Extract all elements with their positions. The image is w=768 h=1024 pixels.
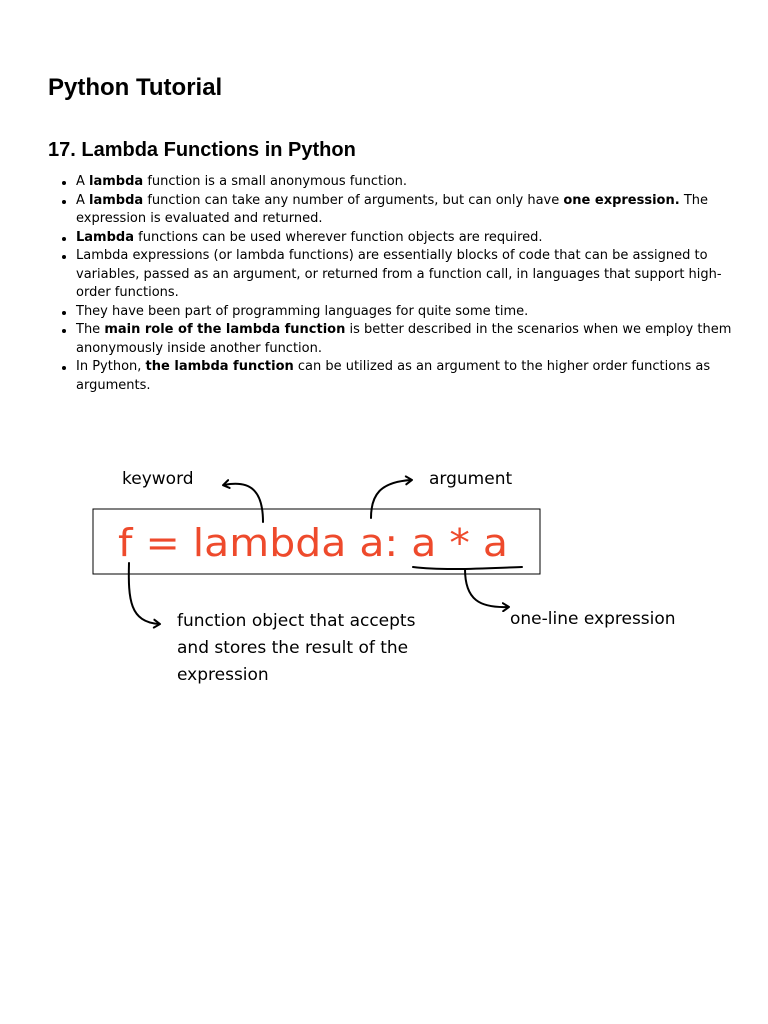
bullet-item: [76, 358, 736, 395]
expression-underline: [413, 567, 522, 569]
bullet-item: [76, 247, 736, 303]
function-object-label-line-3: expression: [177, 665, 269, 685]
bullet-list: [76, 173, 736, 395]
bullet-bold-text: one expression.: [563, 192, 680, 208]
bullet-text: In Python,: [76, 359, 146, 374]
bullet-bold-text: main role of the lambda function: [104, 322, 346, 337]
function-object-arrow: [129, 563, 159, 624]
bullet-text: function is a small anonymous function.: [143, 174, 408, 189]
page-title: Python Tutorial: [48, 74, 223, 101]
bullet-text: Lambda expressions (or lambda functions) are essentially blocks of code that can be assigned to variables, passed as an argument, or returned from a function call, in languages that support high-order functions.: [76, 248, 722, 300]
lambda-diagram: [0, 440, 768, 700]
bullet-text: is better described in the scenarios when we employ them anonymously inside another function.: [76, 322, 732, 356]
bullet-item: [76, 229, 736, 248]
bullet-text: They have been part of programming languages for quite some time.: [76, 303, 529, 319]
bullet-bold-text: Lambda: [76, 229, 134, 245]
function-object-label-line-1: function object that accepts: [177, 611, 416, 631]
bullet-item: [76, 321, 736, 358]
lambda-code-expression: f = lambda a: a * a: [118, 521, 508, 565]
bullet-text: function can take any number of arguments, but can only have: [143, 192, 564, 208]
bullet-bold-text: lambda: [89, 174, 144, 189]
bullet-bold-text: the lambda function: [145, 359, 294, 374]
function-object-label-line-2: and stores the result of the: [177, 638, 409, 658]
bullet-text: A: [76, 192, 90, 208]
bullet-text: A: [76, 174, 90, 189]
bullet-item: [76, 173, 736, 192]
bullet-text: can be utilized as an argument to the higher order functions as arguments.: [76, 359, 711, 393]
expression-label: one-line expression: [510, 609, 676, 629]
bullet-text: The expression is evaluated and returned.: [76, 192, 708, 226]
keyword-arrow: [224, 484, 263, 522]
keyword-label: keyword: [122, 469, 194, 489]
bullet-bold-text: lambda: [89, 192, 144, 208]
bullet-item: [76, 192, 736, 229]
bullet-item: [76, 303, 736, 322]
bullet-text: The: [76, 322, 105, 337]
argument-label: argument: [429, 469, 513, 489]
argument-arrow: [371, 480, 411, 518]
section-title: 17. Lambda Functions in Python: [48, 139, 356, 161]
bullet-text: functions can be used wherever function objects are required.: [134, 229, 543, 245]
expression-arrow: [465, 569, 508, 607]
